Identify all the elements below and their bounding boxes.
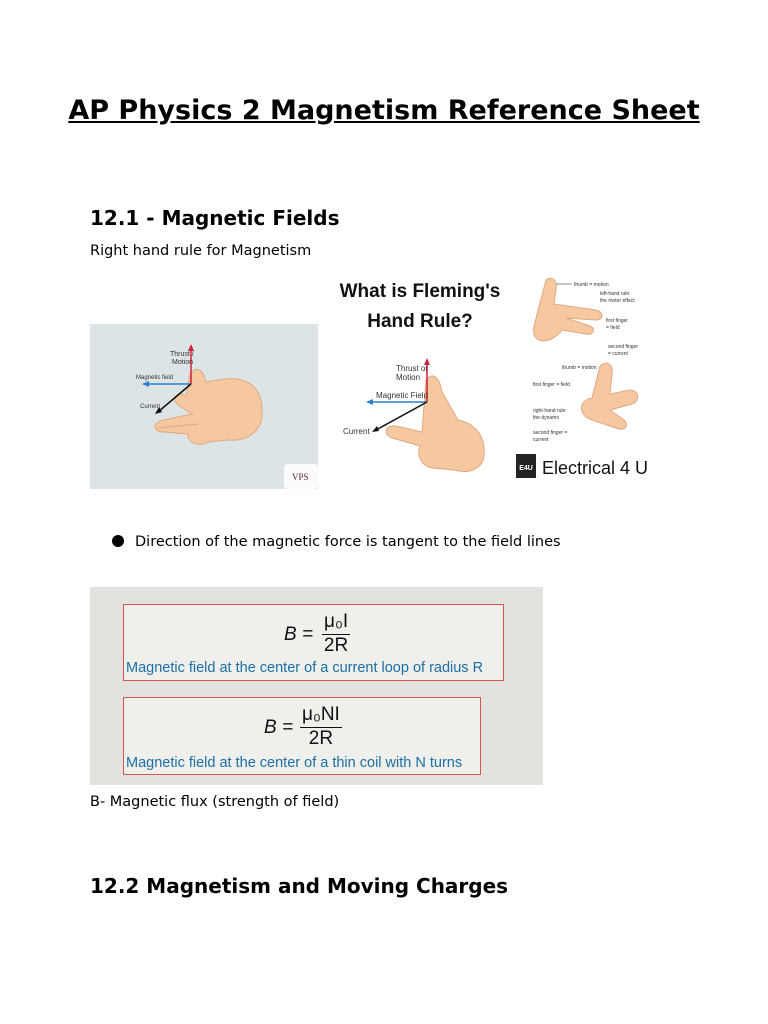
- small-first-finger: first finger: [606, 318, 628, 324]
- small-thumb-motion: thumb = motion: [574, 282, 609, 288]
- formula-panel: [90, 587, 543, 785]
- section-heading-magnetic-fields: 12.1 - Magnetic Fields: [90, 206, 340, 230]
- brand-badge-text: E4U: [519, 465, 533, 472]
- small-left-rule: left-hand rule:: [600, 291, 631, 297]
- page-title: AP Physics 2 Magnetism Reference Sheet: [68, 95, 700, 126]
- formula-denominator: 2R: [308, 728, 334, 749]
- label-field: Magnetic field: [136, 375, 174, 381]
- formula-loop: [284, 611, 404, 661]
- formula-caption-coil: Magnetic field at the center of a thin coil with N turns: [126, 755, 463, 771]
- small-second-finger: second finger: [608, 344, 639, 350]
- hand-illustration-1: [90, 324, 318, 489]
- formula-fraction: [322, 611, 350, 657]
- small-dynamo: the dynamo: [533, 415, 560, 421]
- right-hand-rule-image: [90, 324, 318, 489]
- formula-denominator: 2R: [323, 635, 349, 656]
- bullet-item: [112, 534, 561, 550]
- section-heading-moving-charges: 12.2 Magnetism and Moving Charges: [90, 874, 509, 898]
- small-first-field: first finger = field: [533, 382, 570, 388]
- small-current-2: current: [533, 437, 549, 443]
- brand-name: Electrical 4 U: [542, 458, 649, 478]
- label-thrust-2: Thrust or: [396, 364, 429, 373]
- formula-box-loop: [123, 604, 504, 681]
- label-thrust: Thrust /: [170, 351, 194, 358]
- watermark-text: VPS: [292, 472, 309, 482]
- small-field: = field: [606, 325, 620, 331]
- label-motion: Motion: [172, 359, 194, 366]
- label-field-2: Magnetic Field: [376, 391, 429, 400]
- small-motor: the motor effect: [600, 298, 635, 304]
- small-right-rule: right-hand rule:: [533, 408, 567, 414]
- intro-text: Right hand rule for Magnetism: [90, 243, 312, 259]
- fleming-heading-1: What is Fleming's: [339, 281, 501, 302]
- formula-fraction: [300, 704, 342, 750]
- small-second-finger-2: second finger =: [533, 430, 568, 436]
- small-current: = current: [608, 351, 628, 357]
- formula-coil: [264, 704, 394, 754]
- label-motion-2: Motion: [396, 373, 421, 382]
- formula-numerator: μ₀NI: [300, 704, 342, 728]
- bullet-dot: [112, 535, 124, 547]
- fleming-heading-2: Hand Rule?: [367, 311, 473, 332]
- formula-lhs: B =: [284, 624, 314, 645]
- bullet-text: Direction of the magnetic force is tangent to the field lines: [135, 534, 561, 550]
- formula-numerator: μ₀I: [322, 611, 350, 635]
- label-current-2: Current: [343, 427, 370, 436]
- formula-caption-loop: Magnetic field at the center of a current loop of radius R: [126, 660, 484, 676]
- formula-lhs: B =: [264, 717, 294, 738]
- flux-note: B- Magnetic flux (strength of field): [90, 794, 340, 810]
- flemings-hand-rule-image: [330, 270, 670, 490]
- small-thumb-motion-2: thumb = motion: [562, 365, 597, 371]
- formula-box-coil: [123, 697, 481, 775]
- current-arrow-2: [376, 402, 427, 430]
- hand-illustration-2: [330, 270, 670, 490]
- label-current: Current: [140, 404, 161, 410]
